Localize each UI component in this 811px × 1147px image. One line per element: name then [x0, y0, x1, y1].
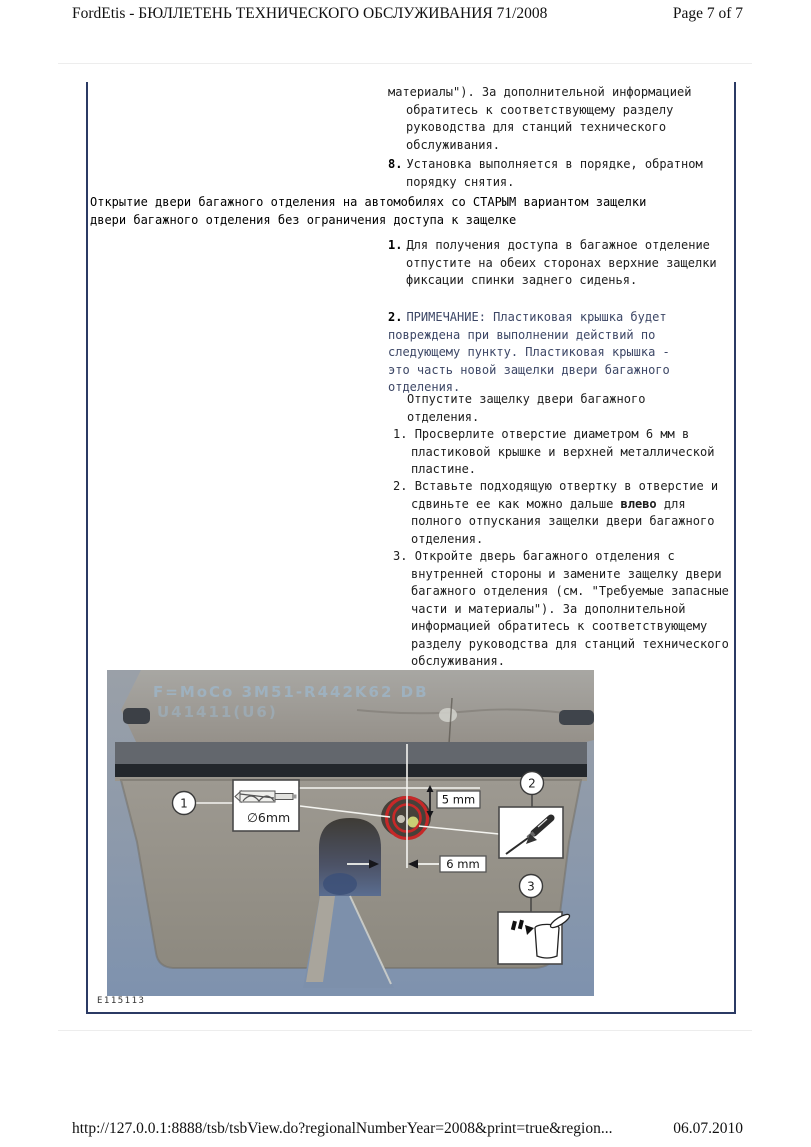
- drill-chip-2: [397, 815, 405, 823]
- figure-image-id: E115113: [97, 996, 146, 1006]
- latch-photo-figure: [107, 670, 594, 996]
- panel-slot-left: [123, 708, 150, 724]
- substep-3-text: Откройте дверь багажного отделения с внутренней стороны и замените защелку двери багажного отделения (см. "Требуемые запасные части и материалы"). За дополнительной информацией обратитесь к соответствующему разделу руководства для станций технического обслуживания.: [411, 549, 729, 668]
- step-2-note-text: ПРИМЕЧАНИЕ: Пластиковая крышка будет повреждена при выполнении действий по следующему пункту. Пластиковая крышка - это часть новой защелки двери багажного отделения.: [388, 310, 670, 394]
- step-8-text: Установка выполняется в порядке, обратном порядку снятия.: [406, 157, 703, 189]
- substep-1-number: 1.: [393, 427, 408, 441]
- header-title: FordEtis - БЮЛЛЕТЕНЬ ТЕХНИЧЕСКОГО ОБСЛУЖИВАНИЯ 71/2008: [72, 5, 548, 22]
- substep-2-bold-word: влево: [620, 496, 657, 511]
- step-1: [388, 237, 724, 290]
- drill-diameter-label: ∅6mm: [247, 810, 291, 825]
- callout-2-number: 2: [528, 776, 536, 791]
- stamp-text-line1: F=MoCo 3M51-R442K62 DB: [153, 683, 429, 701]
- substep-2-text-after: для полного отпускания защелки двери багажного отделения.: [411, 496, 715, 546]
- step-8: [388, 156, 732, 191]
- panel-slot-right: [559, 710, 594, 725]
- bulletin-content-frame: [86, 82, 736, 1014]
- callout-1-number: 1: [180, 796, 188, 811]
- callout-3-number: 3: [527, 879, 535, 894]
- dim-6mm-label: 6 mm: [446, 857, 480, 871]
- substep-2-text: Вставьте подходящую отвертку в отверстие и сдвиньте ее как можно дальше: [411, 479, 719, 511]
- step-2-note: [388, 309, 688, 397]
- substep-2-number: 2.: [393, 479, 408, 493]
- footer-url: http://127.0.0.1:8888/tsb/tsbView.do?regionalNumberYear=2008&print=true&region...: [72, 1120, 613, 1137]
- substep-1: [393, 426, 729, 479]
- footer-divider: [58, 1030, 752, 1031]
- step-2-number: 2.: [388, 310, 403, 324]
- step-1-text: Для получения доступа в багажное отделение отпустите на обеих сторонах верхние защелки фиксации спинки заднего сиденья.: [406, 238, 717, 287]
- substep-2: [393, 478, 729, 548]
- substeps-intro: Отпустите защелку двери багажного отделения.: [407, 392, 646, 424]
- footer-date: 06.07.2010: [673, 1120, 743, 1137]
- recess-band-shadow: [115, 764, 587, 778]
- continuation-text: материалы"). За дополнительной информацией обратитесь к соответствующему разделу руководства для станций технического обслуживания.: [388, 85, 692, 152]
- step-8-number: 8.: [388, 157, 403, 171]
- header-page-number: Page 7 of 7: [672, 5, 743, 22]
- page-header: [72, 5, 743, 23]
- panel-highlight: [439, 708, 457, 722]
- stamp-text-line2: U41411(U6): [157, 703, 278, 721]
- keyhole-shadow: [323, 873, 357, 895]
- substep-1-text: Просверлите отверстие диаметром 6 мм в пластиковой крышке и верхней металлической пластине.: [411, 427, 715, 476]
- section-heading: Открытие двери багажного отделения на автомобилях со СТАРЫМ вариантом защелки двери багажного отделения без ограничения доступа к защелке: [90, 195, 647, 227]
- latch-photo: [107, 670, 594, 996]
- page-footer: [72, 1120, 743, 1138]
- step-1-number: 1.: [388, 238, 403, 252]
- continuation-paragraph: [388, 84, 732, 154]
- substep-3-number: 3.: [393, 549, 408, 563]
- header-divider: [58, 63, 752, 64]
- substep-3: [393, 548, 729, 671]
- dim-5mm-label: 5 mm: [441, 792, 476, 807]
